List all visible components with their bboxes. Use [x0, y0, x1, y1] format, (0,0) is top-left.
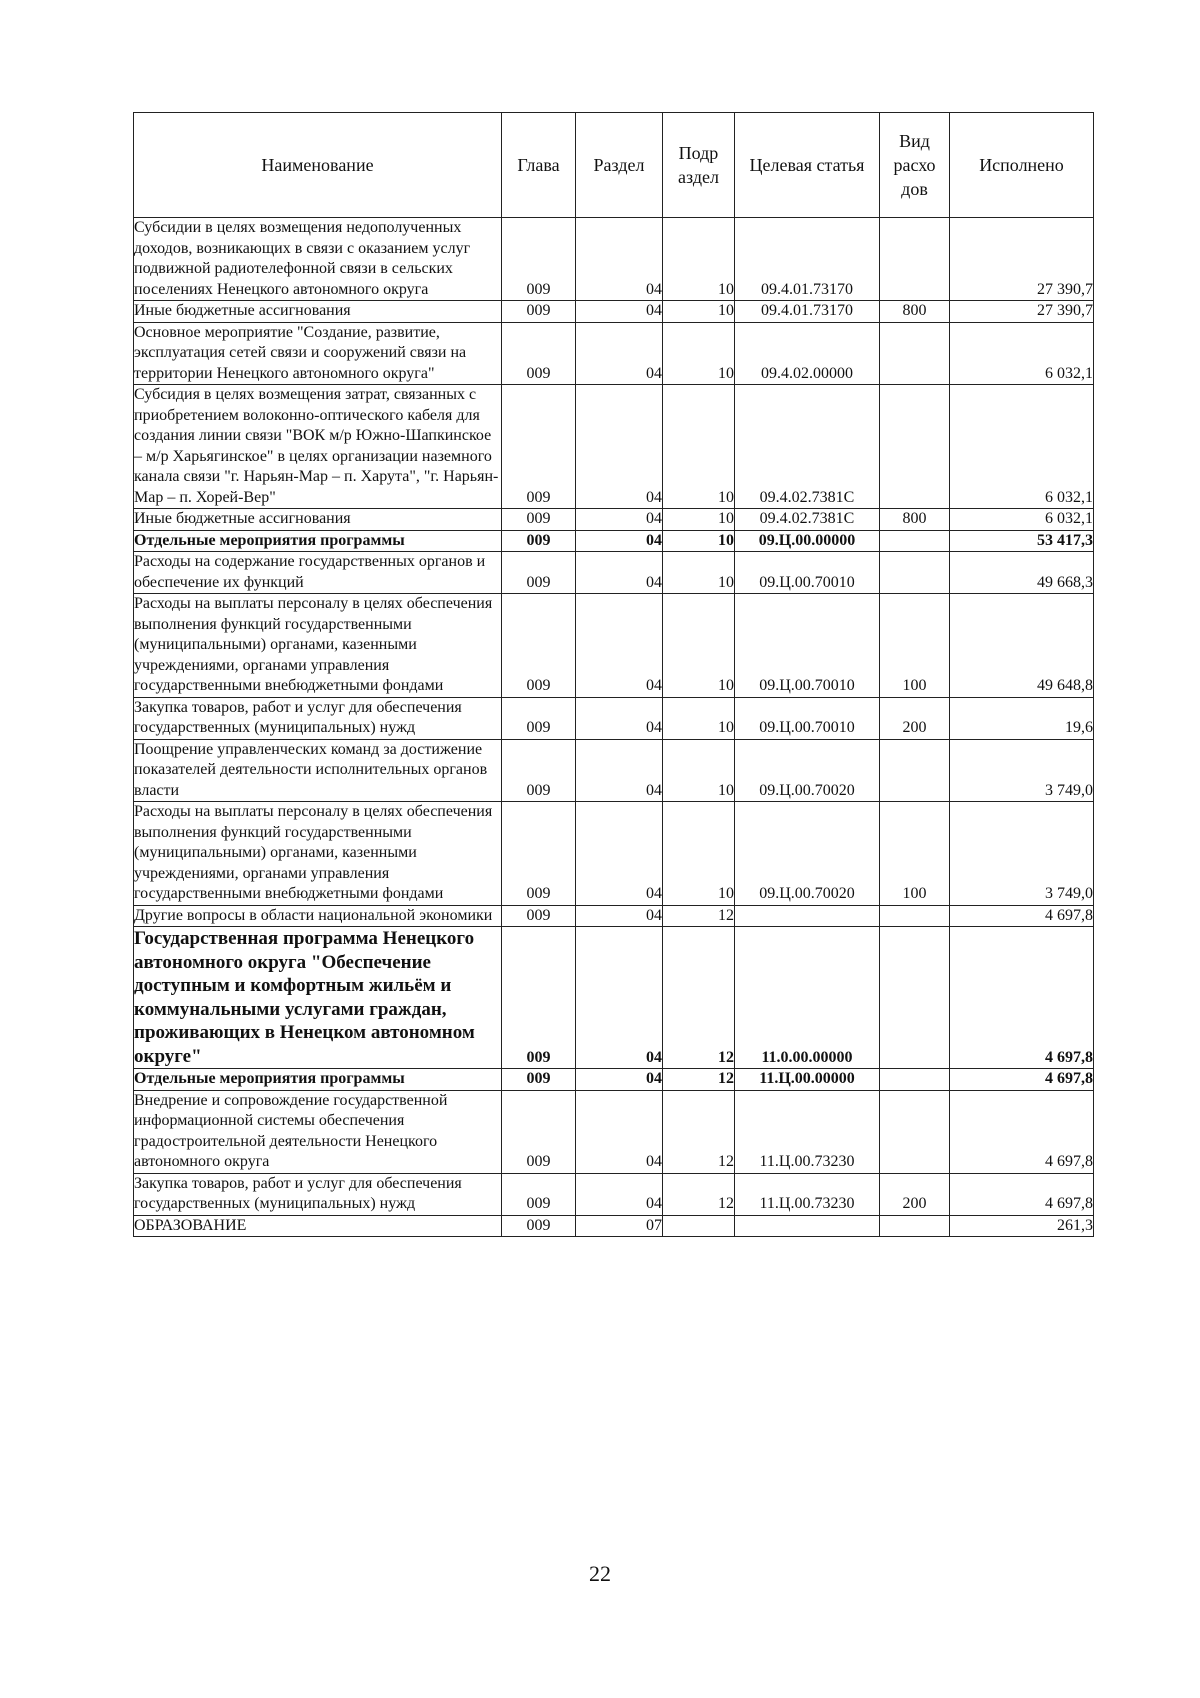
cell-type	[880, 322, 950, 385]
cell-name: Закупка товаров, работ и услуг для обеспечения государственных (муниципальных) нужд	[134, 697, 502, 739]
cell-type: 100	[880, 802, 950, 906]
cell-name: Иные бюджетные ассигнования	[134, 509, 502, 531]
cell-type: 200	[880, 697, 950, 739]
cell-section: 04	[576, 1173, 663, 1215]
header-target: Целевая статья	[735, 113, 880, 218]
cell-chapter: 009	[502, 552, 576, 594]
cell-subsection: 12	[663, 1069, 735, 1091]
cell-type	[880, 1069, 950, 1091]
cell-chapter: 009	[502, 218, 576, 301]
cell-section: 04	[576, 594, 663, 698]
cell-target: 09.4.02.7381С	[735, 385, 880, 509]
cell-subsection: 12	[663, 905, 735, 927]
cell-chapter: 009	[502, 385, 576, 509]
cell-subsection	[663, 1215, 735, 1237]
cell-section: 07	[576, 1215, 663, 1237]
cell-name: Расходы на содержание государственных органов и обеспечение их функций	[134, 552, 502, 594]
table-row	[134, 322, 1094, 385]
table-row	[134, 301, 1094, 323]
cell-executed: 49 648,8	[950, 594, 1094, 698]
header-name: Наименование	[134, 113, 502, 218]
header-section: Раздел	[576, 113, 663, 218]
cell-subsection: 12	[663, 927, 735, 1069]
cell-chapter: 009	[502, 322, 576, 385]
cell-target: 09.4.01.73170	[735, 301, 880, 323]
table-row	[134, 594, 1094, 698]
table-row	[134, 1090, 1094, 1173]
cell-chapter: 009	[502, 739, 576, 802]
cell-subsection: 10	[663, 594, 735, 698]
cell-type	[880, 530, 950, 552]
cell-executed: 3 749,0	[950, 739, 1094, 802]
cell-section: 04	[576, 385, 663, 509]
table-row	[134, 530, 1094, 552]
header-subsection: Подр аздел	[663, 113, 735, 218]
cell-executed: 4 697,8	[950, 905, 1094, 927]
cell-subsection: 10	[663, 530, 735, 552]
cell-target: 09.Ц.00.70020	[735, 802, 880, 906]
cell-name: Закупка товаров, работ и услуг для обеспечения государственных (муниципальных) нужд	[134, 1173, 502, 1215]
cell-section: 04	[576, 1069, 663, 1091]
cell-chapter: 009	[502, 594, 576, 698]
cell-chapter: 009	[502, 1069, 576, 1091]
cell-executed: 4 697,8	[950, 927, 1094, 1069]
cell-chapter: 009	[502, 802, 576, 906]
table-row	[134, 218, 1094, 301]
cell-executed: 6 032,1	[950, 322, 1094, 385]
cell-section: 04	[576, 739, 663, 802]
cell-executed: 49 668,3	[950, 552, 1094, 594]
cell-section: 04	[576, 1090, 663, 1173]
cell-name: Другие вопросы в области национальной экономики	[134, 905, 502, 927]
cell-name: ОБРАЗОВАНИЕ	[134, 1215, 502, 1237]
cell-type: 100	[880, 594, 950, 698]
cell-target: 11.Ц.00.73230	[735, 1090, 880, 1173]
cell-name: Государственная программа Ненецкого автономного округа "Обеспечение доступным и комфортным жильём и коммунальными услугами граждан, проживающих в Ненецком автономном округе"	[134, 927, 502, 1069]
budget-table	[133, 112, 1094, 1237]
cell-subsection: 12	[663, 1090, 735, 1173]
cell-executed: 6 032,1	[950, 385, 1094, 509]
table-row	[134, 927, 1094, 1069]
cell-target: 11.Ц.00.00000	[735, 1069, 880, 1091]
cell-chapter: 009	[502, 1215, 576, 1237]
cell-chapter: 009	[502, 530, 576, 552]
table-row	[134, 697, 1094, 739]
cell-subsection: 10	[663, 802, 735, 906]
cell-subsection: 10	[663, 509, 735, 531]
header-type: Вид расхо дов	[880, 113, 950, 218]
cell-name: Иные бюджетные ассигнования	[134, 301, 502, 323]
table-row	[134, 509, 1094, 531]
cell-section: 04	[576, 218, 663, 301]
cell-type	[880, 739, 950, 802]
cell-section: 04	[576, 905, 663, 927]
cell-chapter: 009	[502, 301, 576, 323]
cell-target: 09.Ц.00.70010	[735, 697, 880, 739]
cell-target: 09.4.02.00000	[735, 322, 880, 385]
cell-type: 800	[880, 301, 950, 323]
cell-name: Расходы на выплаты персоналу в целях обеспечения выполнения функций государственными (муниципальными) органами, казенными учреждениями, органами управления государственными внебюджетными фондами	[134, 802, 502, 906]
cell-type: 800	[880, 509, 950, 531]
cell-executed: 261,3	[950, 1215, 1094, 1237]
cell-target: 09.Ц.00.00000	[735, 530, 880, 552]
page-number: 22	[589, 1561, 611, 1586]
cell-name: Субсидии в целях возмещения недополученных доходов, возникающих в связи с оказанием услуг подвижной радиотелефонной связи в сельских поселениях Ненецкого автономного округа	[134, 218, 502, 301]
header-executed: Исполнено	[950, 113, 1094, 218]
cell-type	[880, 385, 950, 509]
cell-target: 09.4.01.73170	[735, 218, 880, 301]
table-row	[134, 552, 1094, 594]
table-row	[134, 739, 1094, 802]
cell-section: 04	[576, 530, 663, 552]
table-row	[134, 905, 1094, 927]
cell-name: Внедрение и сопровождение государственной информационной системы обеспечения градостроительной деятельности Ненецкого автономного округа	[134, 1090, 502, 1173]
cell-type: 200	[880, 1173, 950, 1215]
cell-chapter: 009	[502, 1173, 576, 1215]
cell-type	[880, 927, 950, 1069]
cell-type	[880, 1090, 950, 1173]
cell-chapter: 009	[502, 905, 576, 927]
cell-executed: 4 697,8	[950, 1069, 1094, 1091]
cell-executed: 27 390,7	[950, 301, 1094, 323]
cell-section: 04	[576, 301, 663, 323]
cell-target	[735, 905, 880, 927]
cell-section: 04	[576, 509, 663, 531]
cell-type	[880, 1215, 950, 1237]
cell-target: 11.0.00.00000	[735, 927, 880, 1069]
cell-section: 04	[576, 802, 663, 906]
cell-name: Отдельные мероприятия программы	[134, 530, 502, 552]
cell-target: 09.Ц.00.70010	[735, 594, 880, 698]
cell-target: 11.Ц.00.73230	[735, 1173, 880, 1215]
cell-section: 04	[576, 697, 663, 739]
cell-target: 09.Ц.00.70010	[735, 552, 880, 594]
cell-target: 09.4.02.7381С	[735, 509, 880, 531]
table-row	[134, 1069, 1094, 1091]
table-body	[134, 218, 1094, 1237]
table-header-row	[134, 113, 1094, 218]
cell-chapter: 009	[502, 697, 576, 739]
cell-chapter: 009	[502, 1090, 576, 1173]
cell-executed: 3 749,0	[950, 802, 1094, 906]
table-row	[134, 1173, 1094, 1215]
cell-subsection: 10	[663, 739, 735, 802]
cell-type	[880, 905, 950, 927]
cell-subsection: 10	[663, 385, 735, 509]
cell-subsection: 10	[663, 322, 735, 385]
cell-section: 04	[576, 552, 663, 594]
header-chapter: Глава	[502, 113, 576, 218]
cell-subsection: 10	[663, 218, 735, 301]
cell-subsection: 10	[663, 301, 735, 323]
cell-type	[880, 552, 950, 594]
cell-subsection: 10	[663, 552, 735, 594]
cell-executed: 4 697,8	[950, 1090, 1094, 1173]
cell-subsection: 12	[663, 1173, 735, 1215]
cell-name: Субсидия в целях возмещения затрат, связанных с приобретением волоконно-оптического кабеля для создания линии связи "ВОК м/р Южно-Шапкинское – м/р Харьягинское" в целях организации наземного канала связи "г. Нарьян-Мар – п. Харута", "г. Нарьян-Мар – п. Хорей-Вер"	[134, 385, 502, 509]
cell-type	[880, 218, 950, 301]
cell-chapter: 009	[502, 509, 576, 531]
cell-subsection: 10	[663, 697, 735, 739]
cell-executed: 4 697,8	[950, 1173, 1094, 1215]
cell-section: 04	[576, 322, 663, 385]
cell-executed: 19,6	[950, 697, 1094, 739]
cell-chapter: 009	[502, 927, 576, 1069]
cell-target	[735, 1215, 880, 1237]
cell-executed: 6 032,1	[950, 509, 1094, 531]
cell-target: 09.Ц.00.70020	[735, 739, 880, 802]
table-row	[134, 385, 1094, 509]
cell-name: Расходы на выплаты персоналу в целях обеспечения выполнения функций государственными (муниципальными) органами, казенными учреждениями, органами управления государственными внебюджетными фондами	[134, 594, 502, 698]
table-row	[134, 1215, 1094, 1237]
cell-name: Отдельные мероприятия программы	[134, 1069, 502, 1091]
cell-name: Основное мероприятие "Создание, развитие, эксплуатация сетей связи и сооружений связи на территории Ненецкого автономного округа"	[134, 322, 502, 385]
cell-executed: 53 417,3	[950, 530, 1094, 552]
cell-section: 04	[576, 927, 663, 1069]
cell-name: Поощрение управленческих команд за достижение показателей деятельности исполнительных органов власти	[134, 739, 502, 802]
table-row	[134, 802, 1094, 906]
cell-executed: 27 390,7	[950, 218, 1094, 301]
